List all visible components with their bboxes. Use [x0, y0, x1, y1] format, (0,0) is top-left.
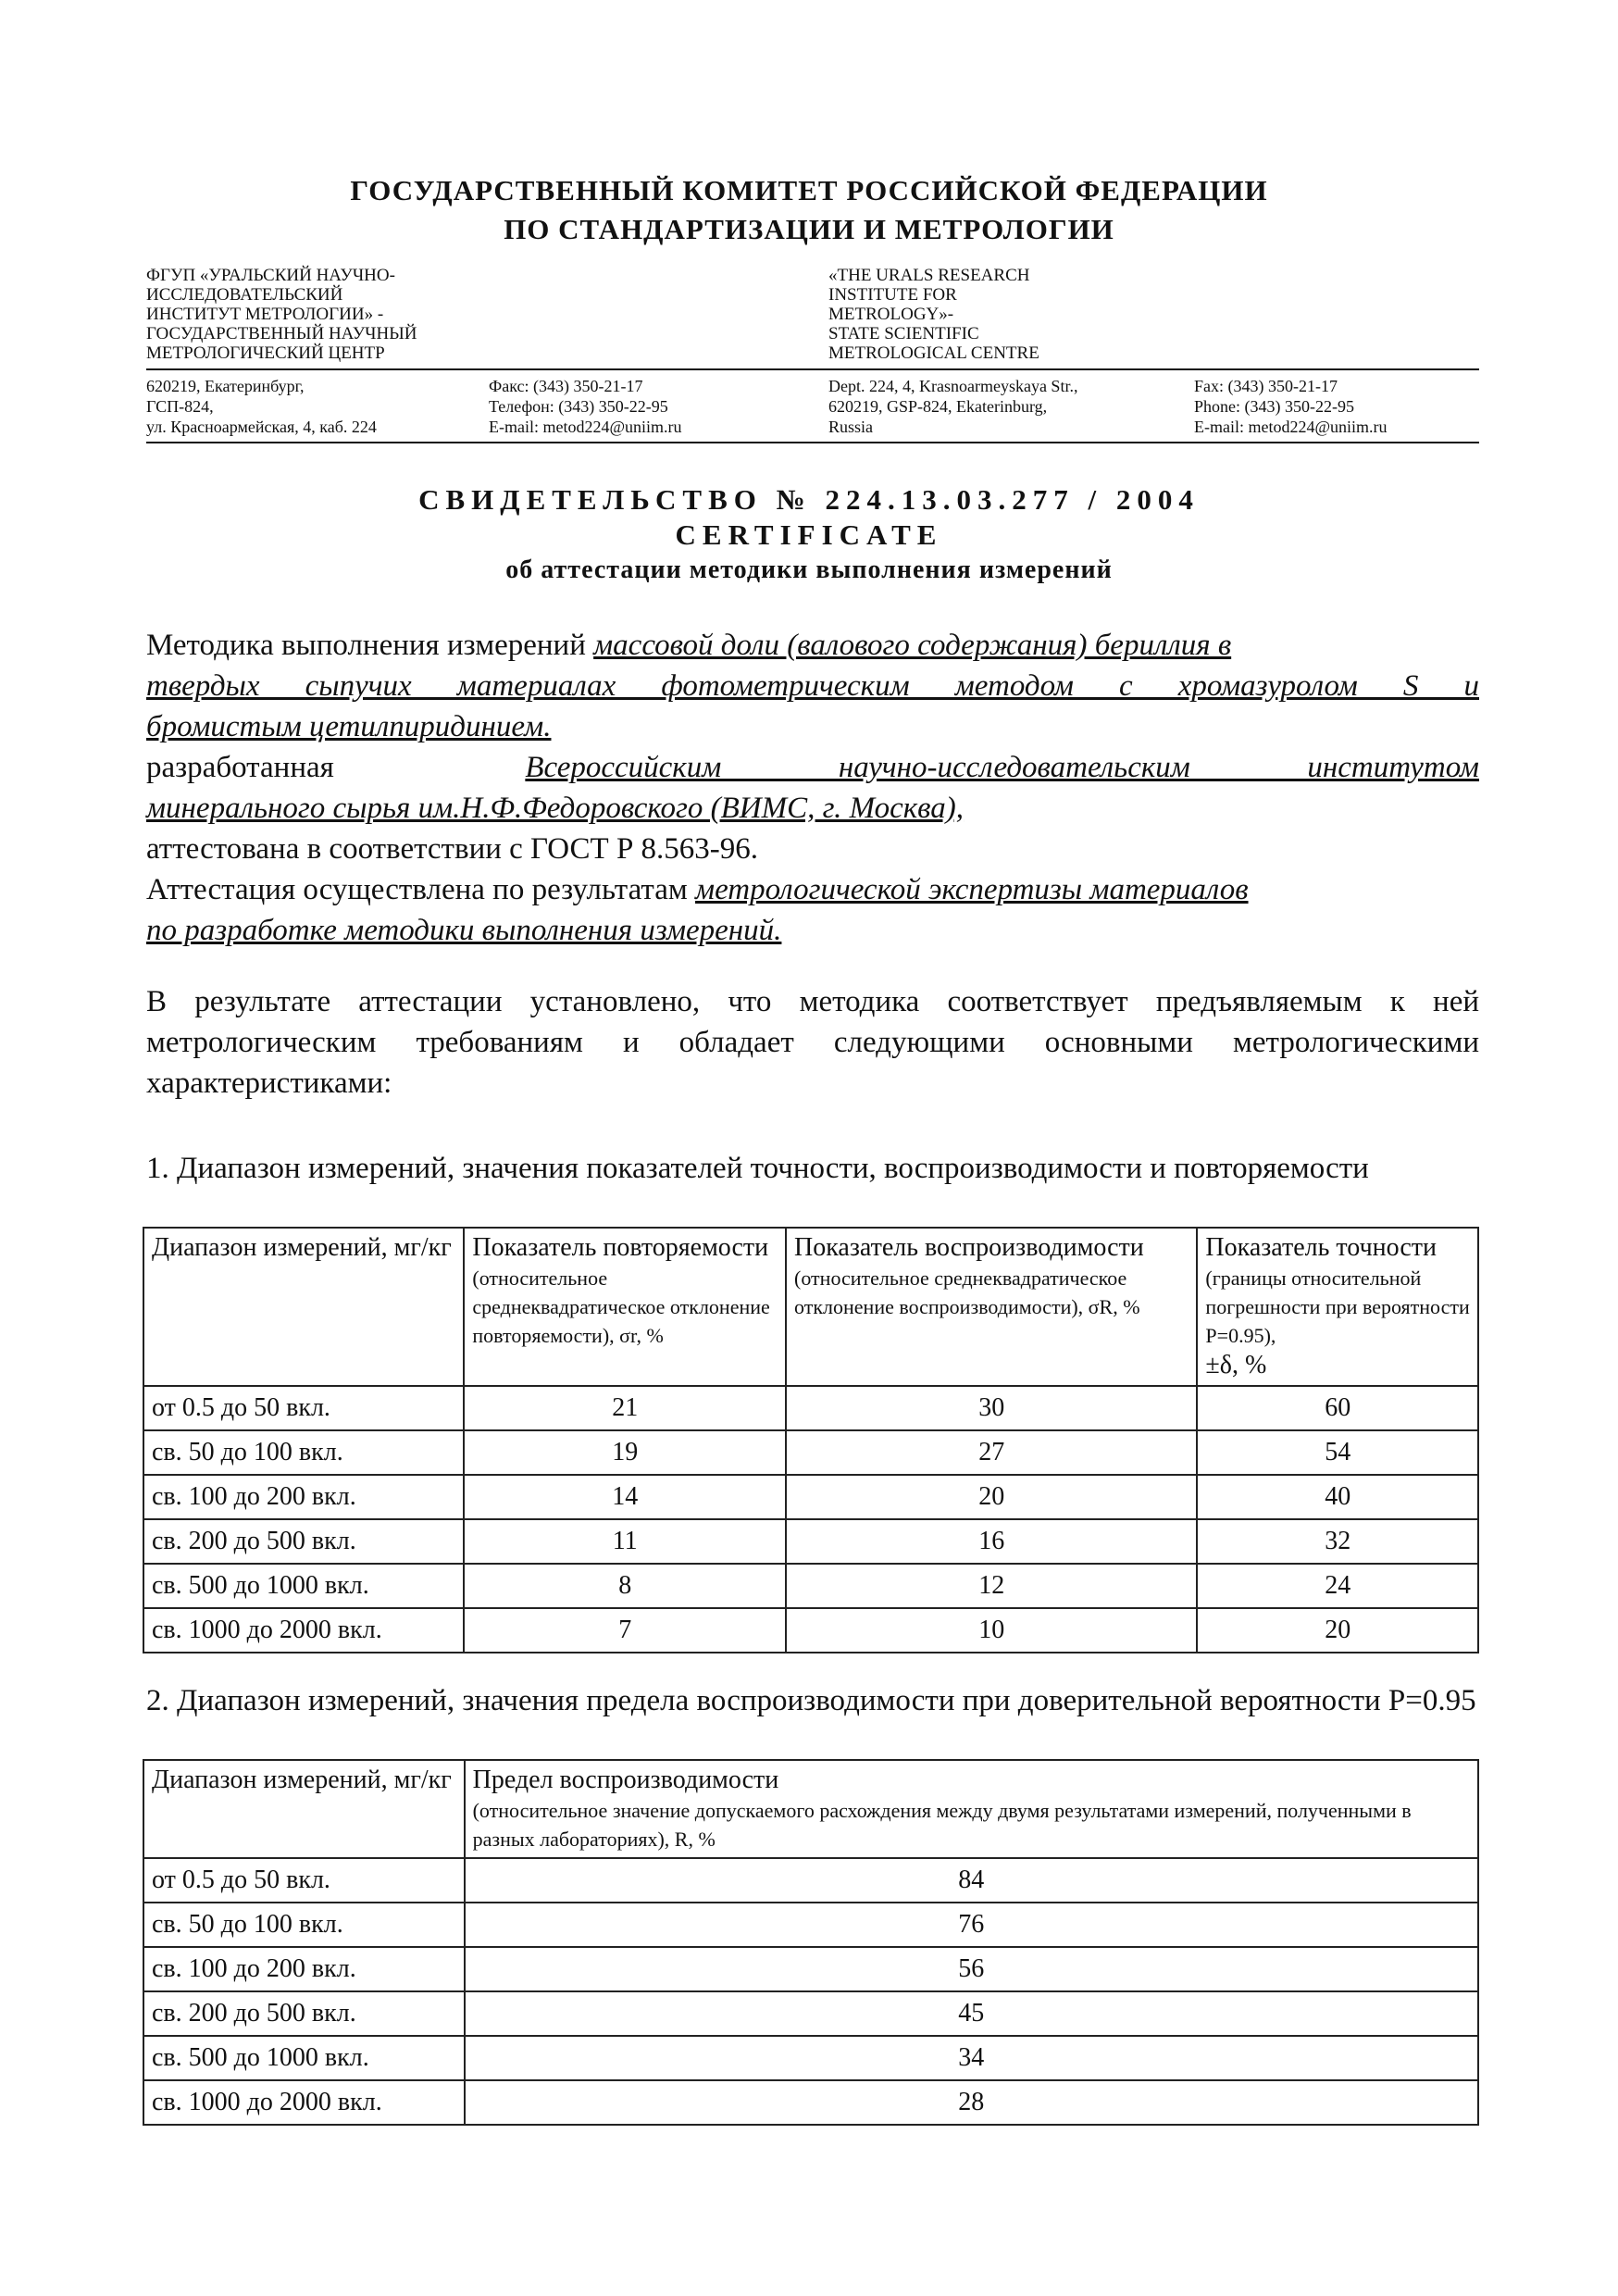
- accuracy-cell: 54: [1197, 1430, 1478, 1475]
- address-en-line: 620219, GSP-824, Ekaterinburg,: [828, 397, 1048, 416]
- address-ru-line: ГСП-824,: [146, 397, 214, 416]
- table-row: [143, 1475, 1478, 1519]
- accuracy-header-main: Показатель точности: [1205, 1233, 1437, 1262]
- committee-heading: [0, 171, 1618, 249]
- section-1-heading: 1. Диапазон измерений, значения показателей точности, воспроизводимости и повторяемости: [146, 1152, 1369, 1185]
- repeatability-cell: 8: [464, 1564, 786, 1608]
- method-name-part: бромистым цетилпиридинием.: [146, 710, 552, 743]
- org-ru-line: ИНСТИТУТ МЕТРОЛОГИИ» -: [146, 305, 384, 324]
- method-line-1: [146, 625, 1479, 666]
- table-row: [143, 2080, 1478, 2125]
- contact-ru-line: E-mail: metod224@uniim.ru: [489, 418, 682, 436]
- attestation-basis-part: метрологической экспертизы материалов: [695, 873, 1249, 906]
- range-cell: св. 1000 до 2000 вкл.: [143, 1608, 464, 1653]
- reproducibility-cell: 16: [786, 1519, 1197, 1564]
- org-en-line: METROLOGICAL CENTRE: [828, 343, 1039, 363]
- contact-en-line: Phone: (343) 350-22-95: [1194, 397, 1354, 416]
- org-en-line: INSTITUTE FOR: [828, 285, 957, 305]
- address-ru: [146, 376, 479, 437]
- attestation-basis-line-1: [146, 869, 1479, 910]
- attestation-basis-lead: Аттестация осуществлена по результатам: [146, 873, 696, 906]
- reproducibility-limit-cell: 34: [465, 2036, 1478, 2080]
- reproducibility-limit-cell: 45: [465, 1991, 1478, 2036]
- table-row: [143, 1903, 1478, 1947]
- address-ru-line: 620219, Екатеринбург,: [146, 377, 305, 395]
- contact-ru-line: Телефон: (343) 350-22-95: [489, 397, 668, 416]
- reproducibility-limit-cell: 84: [465, 1858, 1478, 1903]
- attestation-standard: аттестована в соответствии с ГОСТ Р 8.563-96.: [146, 832, 759, 866]
- range-column-header: Диапазон измерений, мг/кг: [143, 1760, 465, 1858]
- committee-line-2: ПО СТАНДАРТИЗАЦИИ И МЕТРОЛОГИИ: [504, 213, 1114, 245]
- repeatability-cell: 14: [464, 1475, 786, 1519]
- contact-ru-line: Факс: (343) 350-21-17: [489, 377, 643, 395]
- address-en-line: Russia: [828, 418, 874, 436]
- header-divider-bottom: [146, 442, 1479, 443]
- table-row: [143, 1564, 1478, 1608]
- repeatability-cell: 11: [464, 1519, 786, 1564]
- committee-line-1: ГОСУДАРСТВЕННЫЙ КОМИТЕТ РОССИЙСКОЙ ФЕДЕРАЦИИ: [350, 174, 1268, 206]
- org-ru-line: МЕТРОЛОГИЧЕСКИЙ ЦЕНТР: [146, 343, 385, 363]
- accuracy-header-unit: ±δ, %: [1205, 1351, 1267, 1379]
- attestation-basis-part: по разработке методики выполнения измерений.: [146, 914, 782, 947]
- reproducibility-cell: 12: [786, 1564, 1197, 1608]
- table-row: [143, 1608, 1478, 1653]
- org-name-en: [828, 266, 1199, 363]
- accuracy-cell: 40: [1197, 1475, 1478, 1519]
- range-cell: св. 50 до 100 вкл.: [143, 1430, 464, 1475]
- developer-line-2: [146, 788, 1479, 829]
- header-divider-top: [146, 368, 1479, 370]
- reproducibility-limit-header-main: Предел воспроизводимости: [472, 1766, 779, 1794]
- certificate-subtitle: об аттестации методики выполнения измерений: [505, 555, 1113, 584]
- accuracy-cell: 20: [1197, 1608, 1478, 1653]
- accuracy-header-note: (границы относительной погрешности при вероятности P=0.95),: [1205, 1267, 1470, 1347]
- table-header-row: [143, 1228, 1478, 1386]
- reproducibility-limit-cell: 28: [465, 2080, 1478, 2125]
- reproducibility-limit-header-note: (относительное значение допускаемого расхождения между двумя результатами измерений, полученными в разных лабораториях), R, %: [472, 1799, 1412, 1851]
- method-line-2: [146, 666, 1479, 706]
- developer-name-part: Всероссийским научно-исследовательским институтом: [525, 751, 1479, 784]
- contact-en-line: E-mail: metod224@uniim.ru: [1194, 418, 1388, 436]
- reproducibility-cell: 10: [786, 1608, 1197, 1653]
- developer-line-1: [146, 747, 1479, 788]
- accuracy-cell: 32: [1197, 1519, 1478, 1564]
- reproducibility-limit-table: [143, 1759, 1479, 2126]
- method-paragraph: [146, 625, 1479, 951]
- certificate-title-en: CERTIFICATE: [675, 518, 943, 551]
- address-ru-line: ул. Красноармейская, 4, каб. 224: [146, 418, 377, 436]
- org-ru-line: ФГУП «УРАЛЬСКИЙ НАУЧНО-: [146, 266, 395, 285]
- range-cell: от 0.5 до 50 вкл.: [143, 1386, 464, 1430]
- repeatability-cell: 21: [464, 1386, 786, 1430]
- reproducibility-limit-cell: 56: [465, 1947, 1478, 1991]
- accuracy-cell: 24: [1197, 1564, 1478, 1608]
- method-line-3: [146, 706, 1479, 747]
- range-cell: св. 100 до 200 вкл.: [143, 1947, 465, 1991]
- address-en: [828, 376, 1180, 437]
- method-lead: Методика выполнения измерений: [146, 629, 594, 662]
- range-cell: св. 1000 до 2000 вкл.: [143, 2080, 465, 2125]
- table-row: [143, 1947, 1478, 1991]
- method-name-part: твердых сыпучих материалах фотометрическим методом с хромазуролом S и: [146, 669, 1479, 703]
- table-header-row: [143, 1760, 1478, 1858]
- result-paragraph: В результате аттестации установлено, что методика соответствует предъявляемым к ней метрологическим требованиям и обладает следующими основными метрологическими характеристиками:: [146, 985, 1479, 1100]
- range-cell: св. 500 до 1000 вкл.: [143, 1564, 464, 1608]
- repeatability-cell: 7: [464, 1608, 786, 1653]
- org-en-line: «THE URALS RESEARCH: [828, 266, 1030, 285]
- table-row: [143, 2036, 1478, 2080]
- range-column-header: Диапазон измерений, мг/кг: [143, 1228, 464, 1386]
- developer-name-part: минерального сырья им.Н.Ф.Федоровского (ВИМС, г. Москва),: [146, 792, 965, 825]
- table-row: [143, 1386, 1478, 1430]
- accuracy-cell: 60: [1197, 1386, 1478, 1430]
- repeatability-column-header: [464, 1228, 786, 1386]
- table-row: [143, 1858, 1478, 1903]
- reproducibility-cell: 30: [786, 1386, 1197, 1430]
- range-cell: от 0.5 до 50 вкл.: [143, 1858, 465, 1903]
- certificate-title-ru: СВИДЕТЕЛЬСТВО № 224.13.03.277 / 2004: [418, 483, 1200, 516]
- address-en-line: Dept. 224, 4, Krasnoarmeyskaya Str.,: [828, 377, 1078, 395]
- table-row: [143, 1519, 1478, 1564]
- range-cell: св. 200 до 500 вкл.: [143, 1991, 465, 2036]
- org-en-line: STATE SCIENTIFIC: [828, 324, 979, 343]
- repeatability-header-main: Показатель повторяемости: [472, 1233, 769, 1262]
- method-name-part: массовой доли (валового содержания) бериллия в: [593, 629, 1232, 662]
- range-cell: св. 200 до 500 вкл.: [143, 1519, 464, 1564]
- reproducibility-header-main: Показатель воспроизводимости: [794, 1233, 1144, 1262]
- characteristics-table: [143, 1227, 1479, 1653]
- contact-en-line: Fax: (343) 350-21-17: [1194, 377, 1338, 395]
- repeatability-cell: 19: [464, 1430, 786, 1475]
- org-name-ru: [146, 266, 517, 363]
- developer-lead: разработанная: [146, 751, 334, 784]
- org-en-line: METROLOGY»-: [828, 305, 954, 324]
- reproducibility-cell: 20: [786, 1475, 1197, 1519]
- table-row: [143, 1430, 1478, 1475]
- range-cell: св. 50 до 100 вкл.: [143, 1903, 465, 1947]
- contacts-ru: [489, 376, 803, 437]
- table-row: [143, 1991, 1478, 2036]
- accuracy-column-header: [1197, 1228, 1478, 1386]
- org-ru-line: ГОСУДАРСТВЕННЫЙ НАУЧНЫЙ: [146, 324, 417, 343]
- repeatability-header-note: (относительное среднеквадратическое отклонение повторяемости), σr, %: [472, 1267, 770, 1347]
- org-ru-line: ИССЛЕДОВАТЕЛЬСКИЙ: [146, 285, 343, 305]
- reproducibility-header-note: (относительное среднеквадратическое отклонение воспроизводимости), σR, %: [794, 1267, 1140, 1318]
- contacts-en: [1194, 376, 1490, 437]
- attestation-basis-line-2: [146, 910, 1479, 951]
- range-cell: св. 100 до 200 вкл.: [143, 1475, 464, 1519]
- reproducibility-limit-column-header: [465, 1760, 1478, 1858]
- range-cell: св. 500 до 1000 вкл.: [143, 2036, 465, 2080]
- reproducibility-cell: 27: [786, 1430, 1197, 1475]
- section-2-heading: 2. Диапазон измерений, значения предела воспроизводимости при доверительной вероятности P=0.95: [146, 1684, 1476, 1717]
- reproducibility-limit-cell: 76: [465, 1903, 1478, 1947]
- reproducibility-column-header: [786, 1228, 1197, 1386]
